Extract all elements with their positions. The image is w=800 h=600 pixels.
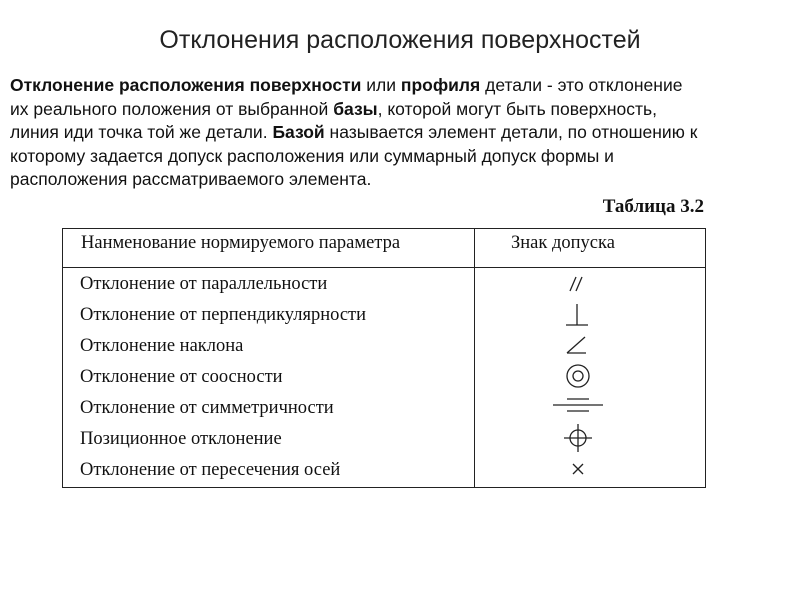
intro-line-2 <box>10 98 800 122</box>
axis-intersection-icon <box>570 461 586 477</box>
table-caption: Таблица 3.2 <box>602 196 704 217</box>
row-label-perpendicularity: Отклонение от перпендикулярности <box>80 305 367 325</box>
header-parameter-name: Нанменование нормируемого параметра <box>81 233 401 253</box>
row-label-position: Позиционное отклонение <box>80 429 282 449</box>
intro-line-4: которому задается допуск расположения или суммарный допуск формы и <box>10 145 614 166</box>
intro-line-5: расположения рассматриваемого элемента. <box>10 169 372 189</box>
position-icon <box>563 423 593 453</box>
parallelism-icon <box>566 274 586 294</box>
header-tolerance-sign: Знак допуска <box>511 233 615 253</box>
intro-text: линия иди точка той же детали. <box>10 122 273 142</box>
row-label-symmetry: Отклонение от симметричности <box>80 398 334 418</box>
term-profile: профиля <box>400 75 481 95</box>
coaxiality-icon <box>564 362 592 390</box>
term-surface-deviation: Отклонение расположения поверхности <box>10 75 362 95</box>
perpendicularity-icon <box>565 302 589 328</box>
intro-text: их реального положения от выбранной <box>10 98 334 119</box>
row-label-angularity: Отклонение наклона <box>80 336 244 356</box>
intro-paragraph <box>10 74 800 192</box>
angularity-icon <box>565 333 589 357</box>
intro-text: , которой могут быть поверхность, <box>377 98 658 119</box>
intro-line-1 <box>10 74 800 98</box>
row-label-coaxiality: Отклонение от соосности <box>80 367 283 387</box>
tolerance-table <box>62 228 706 488</box>
header-divider <box>63 267 705 268</box>
row-label-axis-intersection: Отклонение от пересечения осей <box>80 460 341 480</box>
intro-text: детали - это отклонение <box>480 75 683 95</box>
term-base: базы <box>333 98 378 119</box>
symmetry-icon <box>552 396 604 414</box>
page-title: Отклонения расположения поверхностей <box>159 26 641 54</box>
intro-text: называется элемент детали, по отношению к <box>324 122 698 142</box>
term-base-definition: Базой <box>272 122 325 142</box>
row-label-parallelism: Отклонение от параллельности <box>80 274 328 294</box>
intro-line-3 <box>10 121 800 145</box>
intro-text: или <box>361 75 401 95</box>
